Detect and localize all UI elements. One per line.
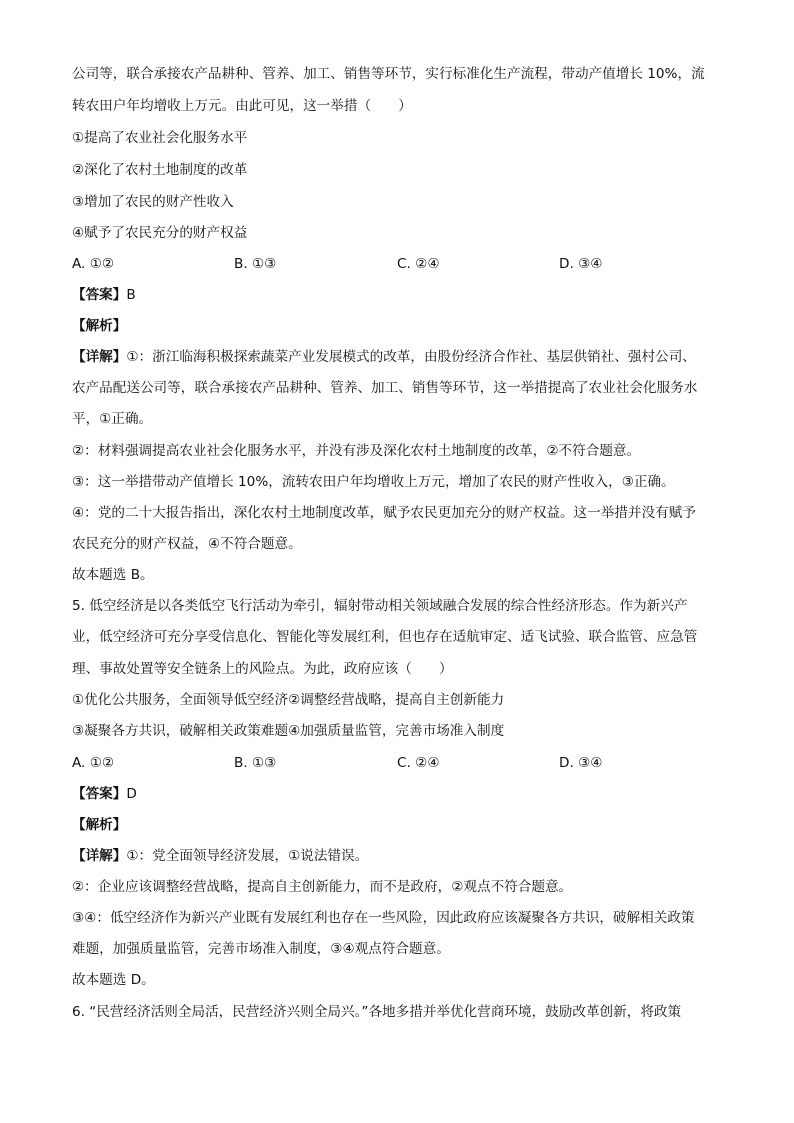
q4-stem-line-2: 转农田户年均增收上万元。由此可见，这一举措（ ） [72,98,412,114]
q4-detail-line-2: 农产品配送公司等，联合承接农产品耕种、管养、加工、销售等环节，这一举措提高了农业社会化服务水 [72,380,698,396]
q5-option-b: B. ①③ [234,755,277,771]
q5-detail-line-2: ②：企业应该调整经营战略，提高自主创新能力，而不是政府，②观点不符合题意。 [72,879,573,895]
q5-detail-line-1: 【详解】①：党全面领导经济发展，①说法错误。 [72,848,369,864]
q4-stem-line-1: 公司等，联合承接农产品耕种、管养、加工、销售等环节，实行标准化生产流程，带动产值增长 10%，流 [72,66,705,82]
q5-option-d: D. ③④ [559,755,603,771]
detail-tag: 【详解】 [72,349,127,365]
q5-option-a: A. ①② [72,755,115,771]
q6-stem-line-1: 6. “民营经济活则全局活，民营经济兴则全局兴。”各地多措并举优化营商环境，鼓励改革创新，将政策 [72,1004,682,1020]
q5-stem-line-3: 理、事故处置等安全链条上的风险点。为此，政府应该（ ） [72,661,453,677]
q4-statement-1: ①提高了农业社会化服务水平 [72,130,248,146]
q5-statements-line-2: ③凝聚各方共识，破解相关政策难题④加强质量监管，完善市场准入制度 [72,723,505,739]
q4-option-d: D. ③④ [559,256,603,272]
q4-statement-4: ④赋予了农民充分的财产权益 [72,225,248,241]
q5-detail-line-4: 难题，加强质量监管，完善市场准入制度，③④观点符合题意。 [72,941,450,957]
answer-tag: 【答案】 [72,786,127,802]
q4-option-c: C. ②④ [397,256,440,272]
q5-answer [72,784,137,804]
q4-detail-line-4: ②：材料强调提高农业社会化服务水平，并没有涉及深化农村土地制度的改革，②不符合题意。 [72,443,641,459]
q4-analysis-tag: 【解析】 [72,318,127,334]
q4-detail-line-3: 平，①正确。 [72,411,153,427]
q4-detail-line-5: ③：这一举措带动产值增长 10%，流转农田户年均增收上万元，增加了农民的财产性收入，③正确。 [72,474,675,490]
q5-statements-line-1: ①优化公共服务，全面领导低空经济②调整经营战略，提高自主创新能力 [72,692,505,708]
q4-detail-line-6: ④：党的二十大报告指出，深化农村土地制度改革，赋予农民更加充分的财产权益。这一举措并没有赋予 [72,505,696,521]
q4-answer [72,285,136,305]
q4-detail-line-1: 【详解】①：浙江临海积极探索蔬菜产业发展模式的改革，由股份经济合作社、基层供销社、强村公司、 [72,349,696,365]
q4-statement-2: ②深化了农村土地制度的改革 [72,162,248,178]
answer-value: B [126,287,136,303]
answer-tag: 【答案】 [72,287,127,303]
q5-option-c: C. ②④ [397,755,440,771]
q4-statement-3: ③增加了农民的财产性收入 [72,194,234,210]
answer-value: D [126,786,137,802]
q4-option-a: A. ①② [72,256,115,272]
q4-option-b: B. ①③ [234,256,277,272]
q4-detail-line-7: 农民充分的财产权益，④不符合题意。 [72,536,302,552]
q5-stem-line-1: 5. 低空经济是以各类低空飞行活动为牵引，辐射带动相关领域融合发展的综合性经济形态。作为新兴产 [72,598,688,614]
q5-stem-line-2: 业，低空经济可充分享受信息化、智能化等发展红利，但也存在适航审定、适飞试验、联合监管、应急管 [72,629,698,645]
q5-analysis-tag: 【解析】 [72,817,127,833]
detail-tag: 【详解】 [72,848,127,864]
q5-conclusion: 故本题选 D。 [72,972,155,988]
q4-conclusion: 故本题选 B。 [72,567,154,583]
q5-detail-line-3: ③④：低空经济作为新兴产业既有发展红利也存在一些风险，因此政府应该凝聚各方共识，破解相关政策 [72,910,695,926]
